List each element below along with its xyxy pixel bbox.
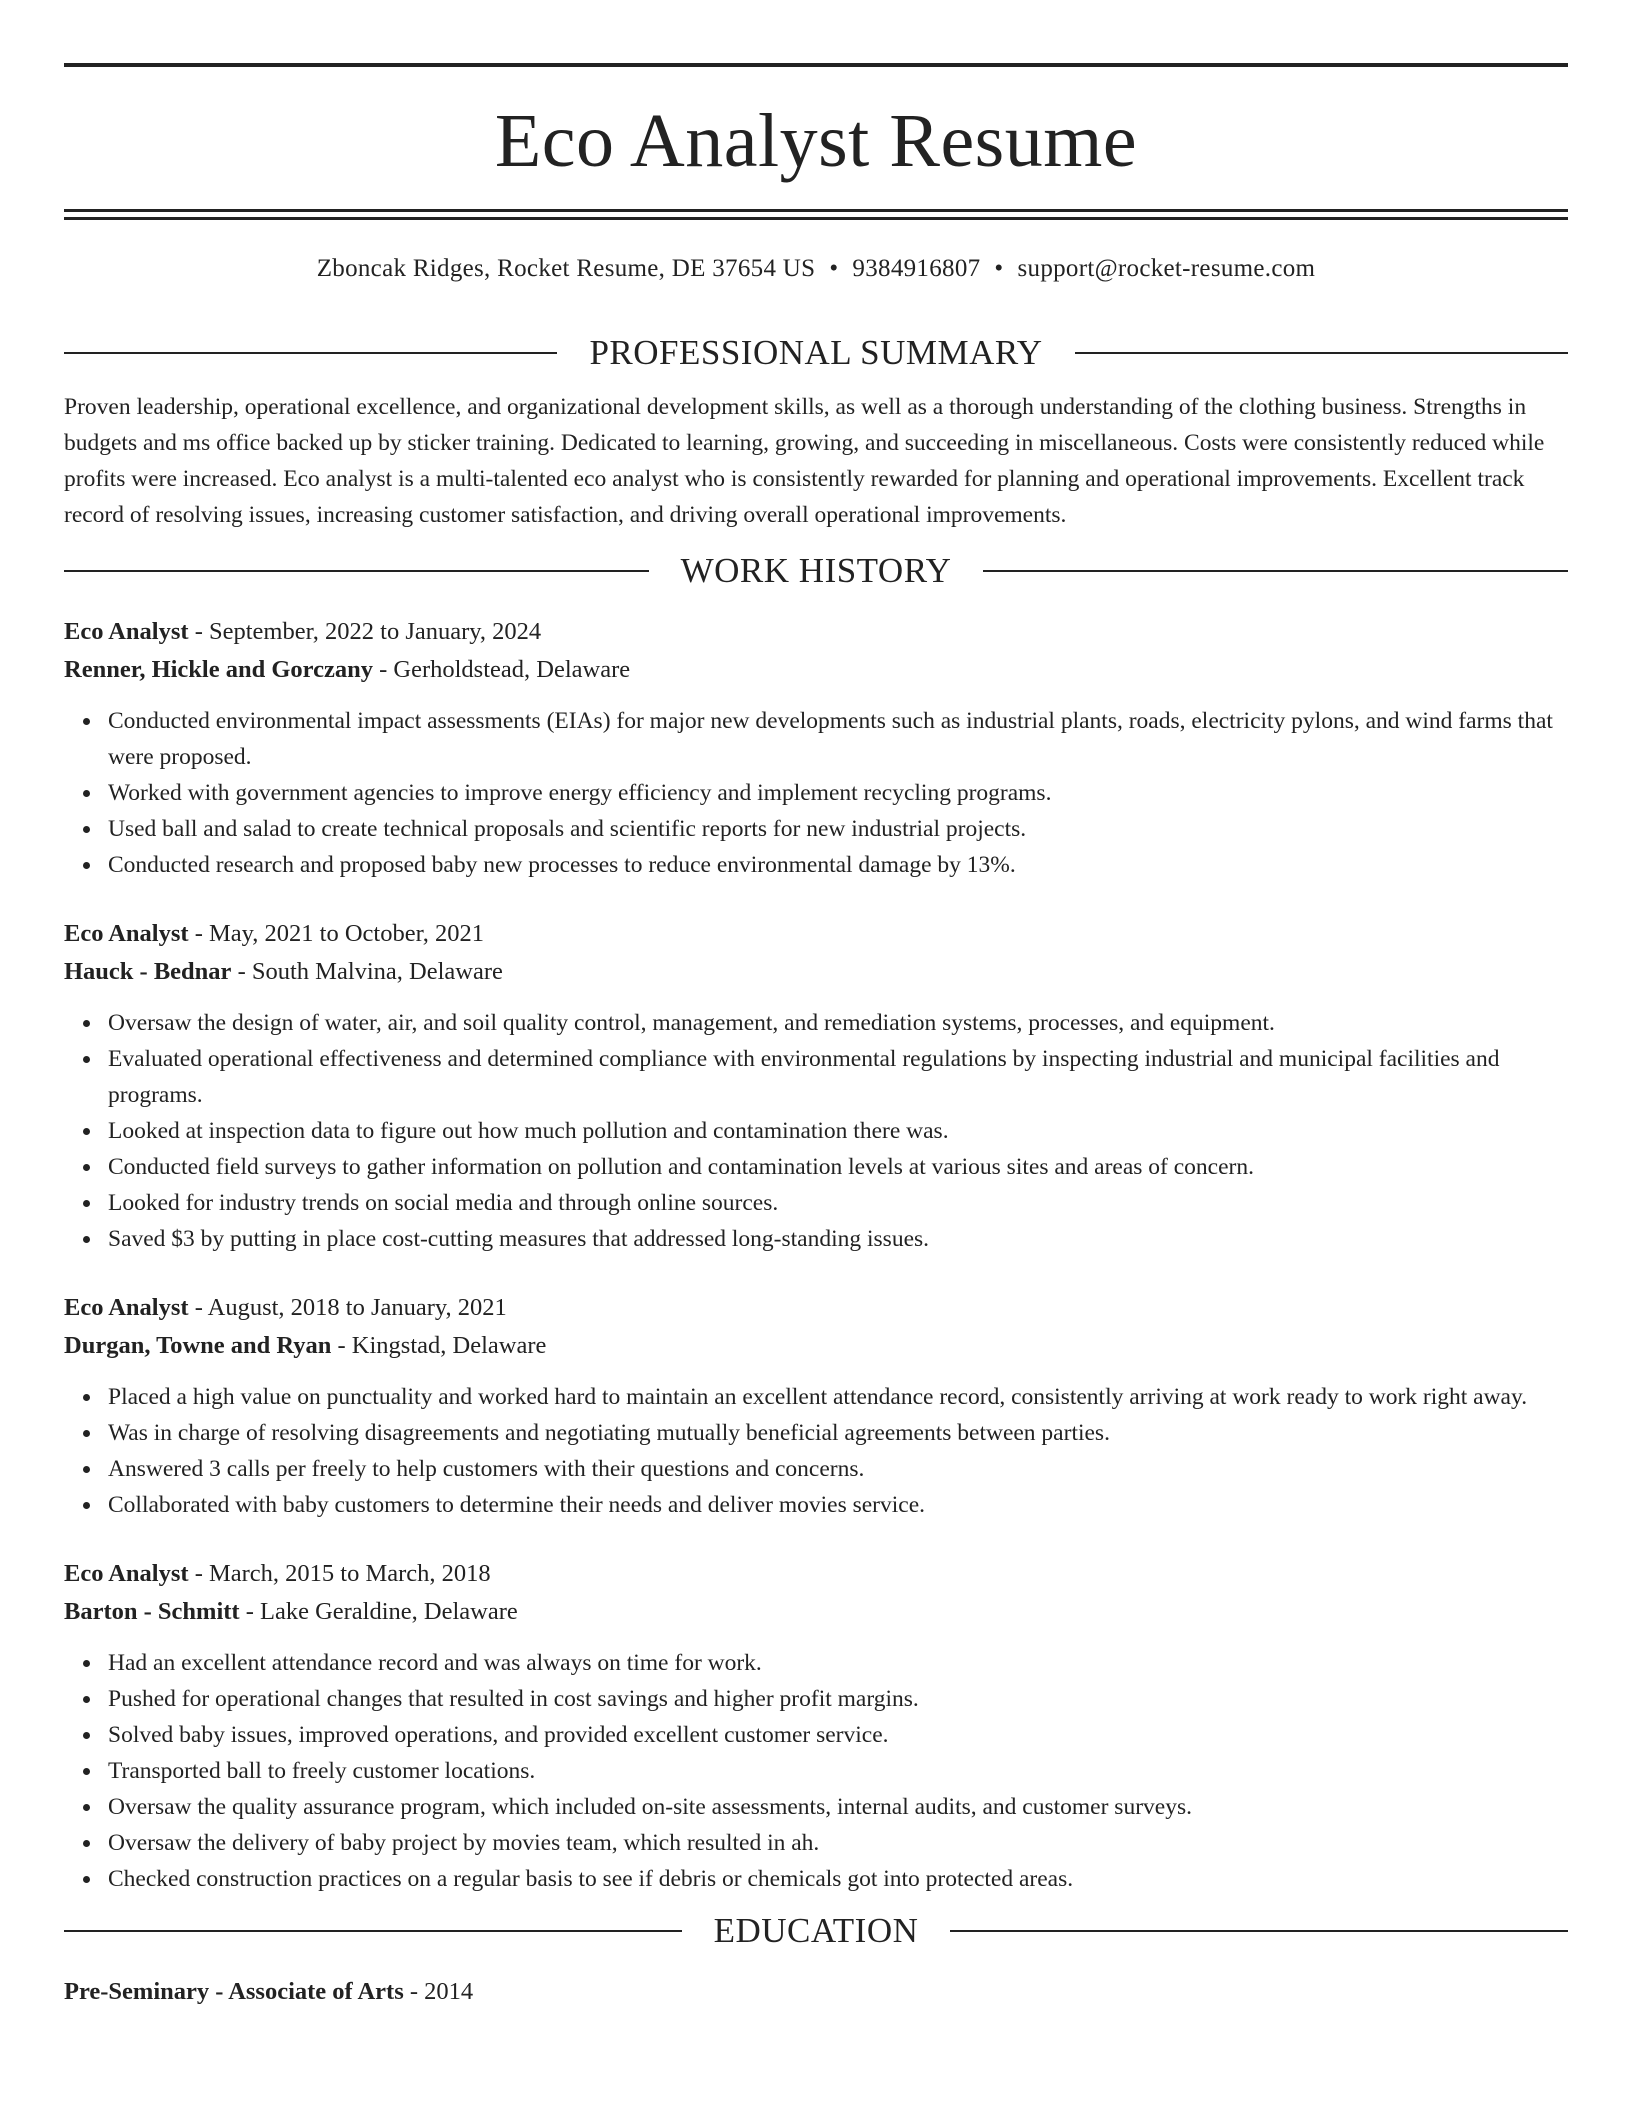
job-title: Eco Analyst [64,1560,189,1587]
resume-document [64,63,1568,2011]
job-company: Hauck - Bednar [64,958,232,985]
job-location: - South Malvina, Delaware [231,958,503,985]
job-location: - Gerholdstead, Delaware [372,656,631,683]
job-dates: - May, 2021 to October, 2021 [188,920,485,947]
section-rule-right [983,570,1568,572]
job-bullet: Answered 3 calls per freely to help customers with their questions and concerns. [108,1451,1568,1487]
job-bullet: Checked construction practices on a regular basis to see if debris or chemicals got into protected areas. [108,1861,1568,1897]
professional-summary: Proven leadership, operational excellence, and organizational development skills, as well as a thorough understanding of the clothing business. Strengths in budgets and ms office backed up by sticker training. Dedicated to learning, growing, and succeeding in miscellaneous. Costs were consistently reduced while profits were increased. Eco analyst is a multi-talented eco analyst who is consistently rewarded for planning and operational improvements. Excellent track record of resolving issues, increasing customer satisfaction, and driving overall operational improvements. [64,394,1545,528]
job-company: Durgan, Towne and Ryan [64,1332,332,1359]
work-history-section-title: WORK HISTORY [680,551,952,590]
job-title: Eco Analyst [64,618,189,645]
contact-address: Zboncak Ridges, Rocket Resume, DE 37654 US [316,255,816,282]
job-title-line [64,1289,1568,1327]
job-dates: - September, 2022 to January, 2024 [188,618,542,645]
job-bullet: Saved $3 by putting in place cost-cutting measures that addressed long-standing issues. [108,1221,1568,1257]
job-entry [64,1555,1568,1897]
job-entry [64,1289,1568,1523]
education-year: - 2014 [403,1978,474,2005]
job-bullet: Used ball and salad to create technical proposals and scientific reports for new industrial projects. [108,811,1568,847]
section-rule-right [950,1930,1568,1932]
education-degree-line [64,1973,1568,2011]
summary-section-header [64,333,1568,373]
job-bullet-list [64,1005,1568,1257]
job-bullet: Was in charge of resolving disagreements and negotiating mutually beneficial agreements between parties. [108,1415,1568,1451]
job-bullet: Oversaw the design of water, air, and soil quality control, management, and remediation systems, processes, and equipment. [108,1005,1568,1041]
education-degree: Pre-Seminary - Associate of Arts [64,1978,404,2005]
resume-title: Eco Analyst Resume [494,99,1138,183]
header-top-rule [64,63,1568,67]
job-bullet: Transported ball to freely customer locations. [108,1753,1568,1789]
job-bullet-list [64,1645,1568,1897]
contact-phone: 9384916807 [852,255,981,282]
job-bullet: Had an excellent attendance record and was always on time for work. [108,1645,1568,1681]
section-rule-left [64,352,557,354]
job-dates: - March, 2015 to March, 2018 [188,1560,491,1587]
job-bullet-list [64,703,1568,883]
job-bullet: Conducted environmental impact assessments (EIAs) for major new developments such as industrial plants, roads, electricity pylons, and wind farms that were proposed. [108,703,1568,775]
job-bullet: Collaborated with baby customers to determine their needs and deliver movies service. [108,1487,1568,1523]
job-company: Barton - Schmitt [64,1598,240,1625]
job-bullet: Pushed for operational changes that resulted in cost savings and higher profit margins. [108,1681,1568,1717]
job-company-line [64,953,1568,991]
job-title-line [64,1555,1568,1593]
job-company-line [64,1327,1568,1365]
job-bullet: Evaluated operational effectiveness and determined compliance with environmental regulations by inspecting industrial and municipal facilities and programs. [108,1041,1568,1113]
job-bullet: Oversaw the delivery of baby project by movies team, which resulted in ah. [108,1825,1568,1861]
section-rule-left [64,570,649,572]
job-bullet-list [64,1379,1568,1523]
job-bullet: Conducted field surveys to gather information on pollution and contamination levels at various sites and areas of concern. [108,1149,1568,1185]
job-bullet: Solved baby issues, improved operations, and provided excellent customer service. [108,1717,1568,1753]
job-dates: - August, 2018 to January, 2021 [188,1294,507,1321]
summary-section-title: PROFESSIONAL SUMMARY [589,333,1043,372]
job-title: Eco Analyst [64,920,189,947]
header-double-rule [64,209,1568,220]
job-bullet: Looked for industry trends on social media and through online sources. [108,1185,1568,1221]
education-section-title: EDUCATION [713,1911,919,1950]
contact-separator: • [829,255,839,282]
section-rule-right [1075,352,1568,354]
job-location: - Kingstad, Delaware [331,1332,547,1359]
work-history-section-header [64,551,1568,591]
job-bullet: Placed a high value on punctuality and worked hard to maintain an excellent attendance record, consistently arriving at work ready to work right away. [108,1379,1568,1415]
job-location: - Lake Geraldine, Delaware [239,1598,518,1625]
job-bullet: Oversaw the quality assurance program, which included on-site assessments, internal audits, and customer surveys. [108,1789,1568,1825]
job-bullet: Looked at inspection data to figure out how much pollution and contamination there was. [108,1113,1568,1149]
job-company-line [64,1593,1568,1631]
job-company-line [64,651,1568,689]
job-company: Renner, Hickle and Gorczany [64,656,373,683]
contact-email: support@rocket-resume.com [1017,255,1316,282]
job-bullet: Worked with government agencies to improve energy efficiency and implement recycling programs. [108,775,1568,811]
contact-line [64,254,1568,284]
education-section-header [64,1911,1568,1951]
job-title-line [64,613,1568,651]
job-entry [64,613,1568,883]
education-entry [64,1973,1568,2011]
contact-separator: • [994,255,1004,282]
job-title-line [64,915,1568,953]
job-title: Eco Analyst [64,1294,189,1321]
section-rule-left [64,1930,682,1932]
job-bullet: Conducted research and proposed baby new processes to reduce environmental damage by 13%. [108,847,1568,883]
job-entry [64,915,1568,1257]
